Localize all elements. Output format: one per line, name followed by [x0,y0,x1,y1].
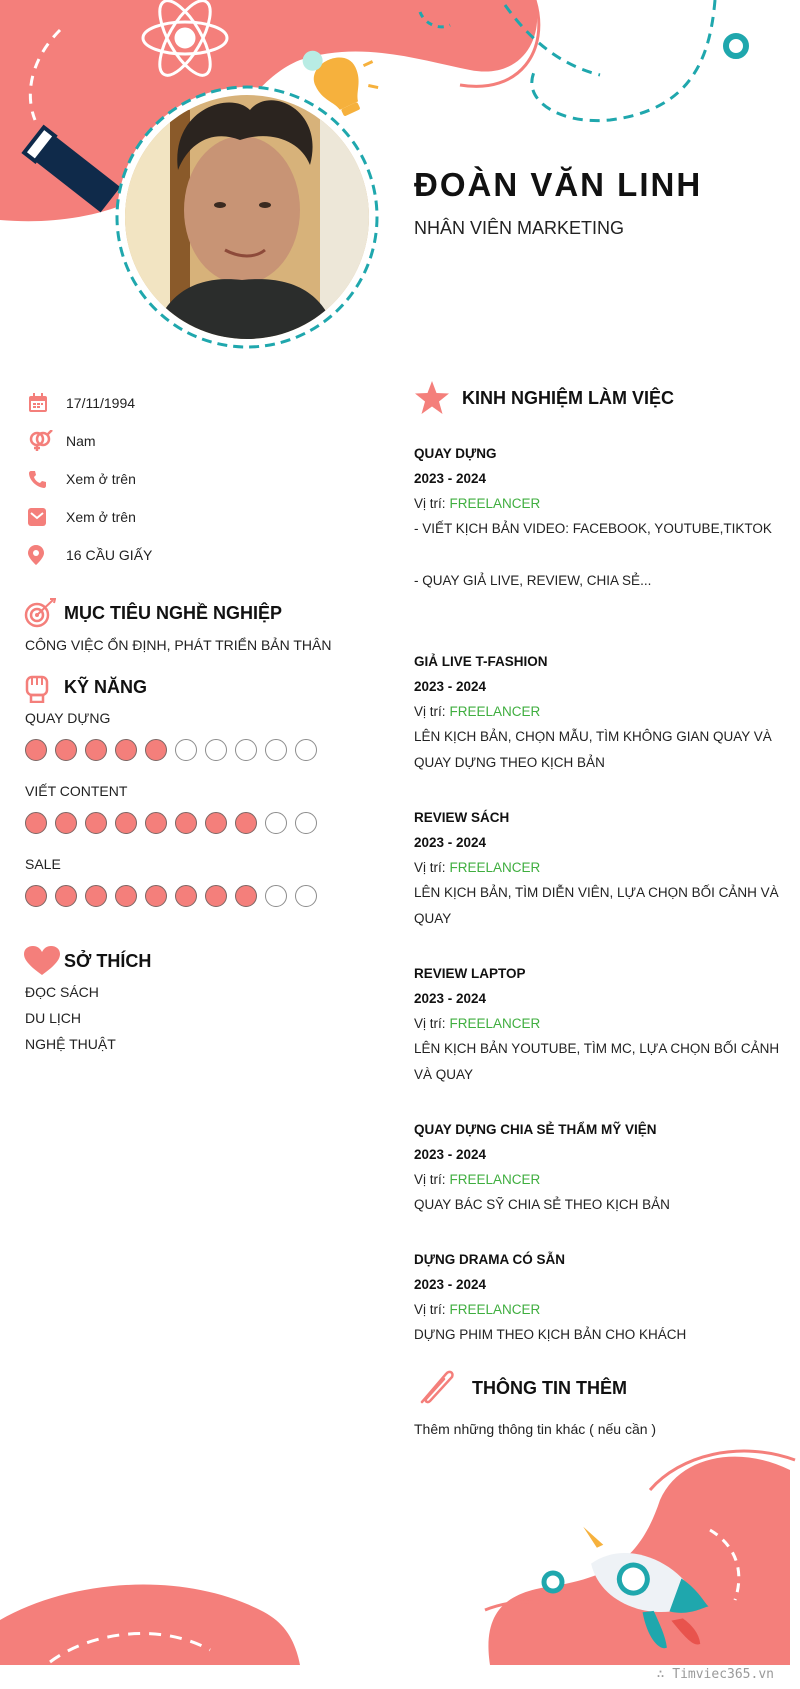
skill-name: VIẾT CONTENT [25,783,128,799]
skill-dot-filled [235,885,257,907]
company-name: DỰNG DRAMA CÓ SẴN [414,1252,565,1267]
experience-item [414,1117,784,1218]
candidate-name: ĐOÀN VĂN LINH [414,166,703,203]
skill-dot-filled [145,739,167,761]
position-value: FREELANCER [449,496,541,511]
work-years: 2023 - 2024 [414,1147,487,1162]
position-row [414,855,784,880]
fist-icon [24,670,64,704]
position-label: Vị trí: [414,704,446,719]
position-value: FREELANCER [449,860,541,875]
info-text: Nam [66,433,96,449]
skill-dot-filled [175,885,197,907]
info-phone [24,460,364,498]
position-value: FREELANCER [449,1302,541,1317]
job-description: QUAY BÁC SỸ CHIA SẺ THEO KỊCH BẢN [414,1197,670,1212]
skill-dot-filled [175,812,197,834]
info-address [24,536,364,574]
work-years: 2023 - 2024 [414,679,487,694]
job-description: LÊN KỊCH BẢN YOUTUBE, TÌM MC, LỰA CHỌN BỐI CẢNH VÀ QUAY [414,1041,780,1082]
info-birthday [24,384,364,422]
experience-title: KINH NGHIỆM LÀM VIỆC [462,387,675,408]
skill-dot-empty [295,812,317,834]
company-name: REVIEW LAPTOP [414,966,526,981]
skill-dot-empty [175,739,197,761]
info-text: 17/11/1994 [66,395,136,411]
skill-dot-empty [235,739,257,761]
watermark: ∴ Timviec365.vn [656,1667,774,1682]
skill-rating [25,885,317,907]
phone-icon [24,467,66,491]
position-label: Vị trí: [414,1016,446,1031]
hobby-item: DU LỊCH [25,1010,82,1026]
position-label: Vị trí: [414,1172,446,1187]
company-name: QUAY DỰNG CHIA SẺ THẨM MỸ VIỆN [414,1122,657,1137]
skill-dot-filled [55,739,77,761]
skill-dot-filled [25,739,47,761]
work-years: 2023 - 2024 [414,835,487,850]
skill-dot-empty [295,885,317,907]
skill-dot-filled [55,885,77,907]
company-name: QUAY DỰNG [414,446,497,461]
position-row [414,1297,784,1322]
skill-dot-empty [265,739,287,761]
objective-heading [24,596,282,630]
skill-dot-filled [115,812,137,834]
heart-icon [24,944,64,978]
calendar-icon [24,391,66,415]
bottom-left-blob [0,1585,300,1665]
hobby-item: NGHỆ THUẬT [25,1036,116,1052]
experience-heading [414,381,674,415]
skill-dot-filled [235,812,257,834]
skill-name: SALE [25,856,61,872]
position-row [414,1011,784,1036]
skill-dot-empty [265,812,287,834]
hobbies-heading [24,944,151,978]
position-value: FREELANCER [449,704,541,719]
skill-dot-filled [115,739,137,761]
contact-info [24,384,364,574]
position-row [414,1167,784,1192]
teal-ring-icon [726,36,746,56]
objective-title: MỤC TIÊU NGHỀ NGHIỆP [64,602,283,623]
info-text: Xem ở trên [66,471,136,487]
objective-text: CÔNG VIỆC ỔN ĐỊNH, PHÁT TRIỂN BẢN THÂN [25,637,332,653]
position-row [414,699,784,724]
target-icon [24,596,64,630]
position-value: FREELANCER [449,1172,541,1187]
work-years: 2023 - 2024 [414,471,487,486]
info-email [24,498,364,536]
info-text: 16 CẦU GIẤY [66,547,153,563]
more-info-title: THÔNG TIN THÊM [472,1377,627,1398]
more-info-heading [414,1368,627,1408]
skills-heading [24,670,147,704]
experience-item [414,805,784,932]
work-years: 2023 - 2024 [414,1277,487,1292]
position-value: FREELANCER [449,1016,541,1031]
gender-icon [24,429,66,453]
skill-rating [25,812,317,834]
star-icon [414,381,462,415]
position-label: Vị trí: [414,1302,446,1317]
location-icon [24,543,66,567]
skill-dot-empty [295,739,317,761]
skill-dot-filled [85,812,107,834]
bottom-teal-ring-icon [544,1573,562,1591]
skill-dot-filled [55,812,77,834]
position-row [414,491,784,516]
position-label: Vị trí: [414,860,446,875]
skill-dot-filled [145,885,167,907]
experience-item [414,649,784,776]
skill-dot-filled [25,812,47,834]
paperclip-icon [414,1368,472,1408]
hobbies-title: SỞ THÍCH [64,950,152,971]
skill-name: QUAY DỰNG [25,710,111,726]
job-description: DỰNG PHIM THEO KỊCH BẢN CHO KHÁCH [414,1327,687,1342]
company-name: GIẢ LIVE T-FASHION [414,654,548,669]
skill-dot-filled [205,812,227,834]
company-name: REVIEW SÁCH [414,810,510,825]
skill-dot-filled [25,885,47,907]
job-title: NHÂN VIÊN MARKETING [414,218,625,238]
experience-item [414,961,784,1088]
job-description: LÊN KỊCH BẢN, TÌM DIỄN VIÊN, LỰA CHỌN BỐI CẢNH VÀ QUAY [414,885,779,926]
skills-title: KỸ NĂNG [64,676,148,697]
skill-dot-filled [85,885,107,907]
skill-dot-filled [145,812,167,834]
experience-item [414,1247,784,1348]
work-years: 2023 - 2024 [414,991,487,1006]
skill-rating [25,739,317,761]
position-label: Vị trí: [414,496,446,511]
more-info-text: Thêm những thông tin khác ( nếu cần ) [414,1421,657,1437]
info-gender [24,422,364,460]
job-description: LÊN KỊCH BẢN, CHỌN MẪU, TÌM KHÔNG GIAN QUAY VÀ QUAY DỰNG THEO KỊCH BẢN [414,729,772,770]
job-description: - VIẾT KỊCH BẢN VIDEO: FACEBOOK, YOUTUBE,TIKTOK - QUAY GIẢ LIVE, REVIEW, CHIA SẺ... [414,521,772,588]
hobby-item: ĐỌC SÁCH [25,984,99,1000]
skill-dot-filled [85,739,107,761]
skill-dot-filled [115,885,137,907]
skill-dot-filled [205,885,227,907]
email-icon [24,505,66,529]
skill-dot-empty [205,739,227,761]
skill-dot-empty [265,885,287,907]
info-text: Xem ở trên [66,509,136,525]
experience-item [414,441,784,594]
